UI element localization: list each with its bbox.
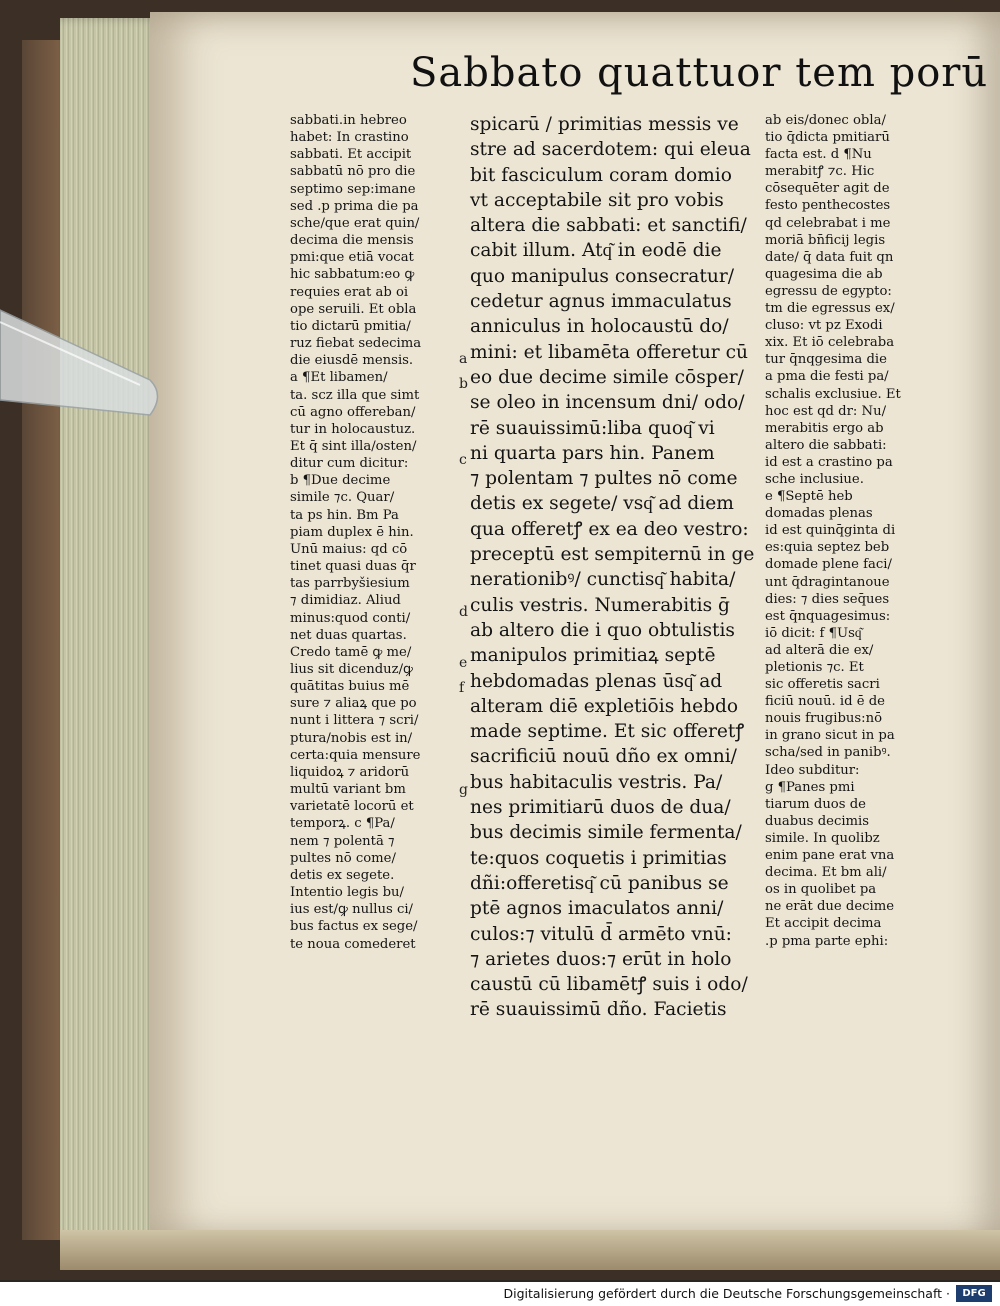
gloss-line: Et q̄ sint illa/osten/ — [290, 438, 417, 454]
gloss-line: cū agno offereban/ — [290, 404, 416, 420]
gloss-marker: b — [459, 376, 468, 392]
gloss-line: habet: In crastino — [290, 130, 409, 146]
gloss-line: a ¶Et libamen/ — [290, 370, 388, 386]
gloss-line: date/ q̄ data fuit qn — [765, 249, 894, 265]
gloss-line: decima. Et bm ali/ — [765, 865, 887, 881]
funding-credit: Digitalisierung gefördert durch die Deutsche Forschungsgemeinschaft · — [503, 1286, 950, 1301]
gloss-marker: a — [459, 351, 468, 367]
gloss-line: hoc est qd dr: Nu/ — [765, 403, 887, 419]
gloss-line: tm die egressus ex/ — [765, 301, 895, 317]
gloss-line: certa:quia mensure — [290, 747, 421, 763]
gloss-line: minus:quod conti/ — [290, 610, 411, 626]
text-line: bus decimis simile fermenta/ — [470, 822, 742, 844]
gloss-line: te noua comederet — [290, 936, 416, 952]
gloss-line: domadas plenas — [765, 506, 873, 522]
gloss-line: xix. Et iō celebraba — [765, 335, 895, 351]
gloss-line: septimo sep:imane — [290, 181, 416, 197]
gloss-line: ius est/ꝙ nullus ci/ — [290, 902, 414, 918]
text-line: dñi:offeretisq͂ cū panibus se — [470, 872, 729, 894]
text-line: stre ad sacerdotem: qui eleua — [470, 139, 751, 161]
text-line: manipulos primitiaꝝ septē — [470, 645, 716, 667]
text-line: cedetur agnus immaculatus — [470, 291, 732, 313]
running-header: Sabbato quattuor tem porū — [410, 50, 989, 96]
gloss-line: iō dicit: f ¶Usq͂ — [765, 625, 862, 641]
gloss-line: id est a crastino pa — [765, 454, 893, 470]
gloss-line: schalis exclusiue. Et — [765, 386, 901, 402]
gloss-line: ad alterā die ex/ — [765, 642, 874, 658]
gloss-line: pmi:que etiā vocat — [290, 250, 414, 266]
text-line: altera die sabbati: et sanctifi/ — [470, 215, 747, 237]
text-line: anniculus in holocaustū do/ — [470, 316, 729, 338]
gloss-line: ab eis/donec obla/ — [765, 113, 886, 128]
gloss-line: sic offeretis sacri — [765, 677, 880, 693]
gloss-line: sed .p prima die pa — [290, 198, 419, 214]
text-line: quo manipulus consecratur/ — [470, 265, 734, 287]
gloss-line: Unū maius: qd cō — [290, 541, 408, 557]
gloss-line: Intentio legis bu/ — [290, 885, 404, 901]
gloss-line: die eiusdē mensis. — [290, 353, 414, 369]
gloss-line: ta ps hin. Bm Pa — [290, 507, 399, 523]
gloss-line: merabitꝭ ⁊c. Hic — [765, 164, 875, 180]
gloss-line: facta est. d ¶Nu — [765, 147, 872, 163]
text-line: bus habitaculis vestris. Pa/ — [470, 771, 723, 793]
gloss-line: simile ⁊c. Quar/ — [290, 490, 395, 506]
gloss-line: varietatē locorū et — [290, 799, 414, 815]
text-line: ⁊ arietes duos:⁊ erūt in holo — [470, 948, 732, 970]
gloss-line: g ¶Panes pmi — [765, 779, 855, 795]
gloss-line: requies erat ab oi — [290, 284, 409, 300]
gloss-line: decima die mensis — [290, 233, 414, 249]
text-line: detis ex segete/ vsq͂ ad diem — [470, 493, 734, 515]
gloss-line: tio q̄dicta pmitiarū — [765, 130, 890, 146]
gloss-line: simile. In quolibz — [765, 830, 880, 846]
gloss-line: nunt i littera ⁊ scri/ — [290, 713, 419, 729]
text-line: nes primitiarū duos de dua/ — [470, 797, 731, 819]
gloss-line: tiarum duos de — [765, 796, 866, 812]
gloss-marker: g — [459, 782, 468, 798]
gloss-line: festo penthecostes — [765, 198, 891, 214]
gloss-line: pultes nō come/ — [290, 850, 396, 866]
text-line: caustū cū libamētꝭ suis i odo/ — [470, 974, 748, 996]
gloss-line: lius sit dicenduz/ꝙ — [290, 662, 413, 677]
gloss-line: est q̄nquagesimus: — [765, 608, 891, 624]
text-line: rē suauissimū:liba quoq͂ vi — [470, 417, 715, 439]
gloss-line: temporꝝ. c ¶Pa/ — [290, 816, 395, 832]
gloss-line: Et accipit decima — [765, 916, 882, 932]
gloss-line: ruz fiebat sedecima — [290, 336, 422, 352]
gloss-line: qd celebrabat i me — [765, 215, 891, 231]
gloss-line: tur in holocaustuz. — [290, 421, 416, 437]
text-line: culis vestris. Numerabitis ḡ — [470, 594, 730, 616]
text-line: alteram diē expletiōis hebdo — [470, 695, 739, 717]
gloss-line: sche/que erat quin/ — [290, 215, 420, 231]
text-line: vt acceptabile sit pro vobis — [470, 189, 724, 211]
text-line: eo due decime simile cōsper/ — [470, 366, 744, 388]
gloss-line: domade plene faci/ — [765, 557, 892, 573]
text-line: spicarū / primitias messis ve — [470, 114, 739, 135]
text-line: sacrificiū nouū dño ex omni/ — [470, 746, 737, 768]
gloss-line: id est quinq̄ginta di — [765, 523, 896, 539]
gloss-line: enim pane erat vna — [765, 848, 895, 864]
gloss-line: merabitis ergo ab — [765, 420, 884, 436]
gloss-line: Ideo subditur: — [765, 762, 860, 778]
gloss-line: ⁊ dimidiaz. Aliud — [290, 593, 401, 609]
gloss-line: hic sabbatum:eo ꝙ — [290, 267, 415, 283]
gloss-line: bus factus ex sege/ — [290, 919, 418, 935]
gloss-line: tinet quasi duas q̄r — [290, 559, 416, 575]
gloss-line: quātitas buius mē — [290, 679, 410, 695]
gloss-line: .p pma parte ephi: — [765, 933, 889, 949]
text-line: se oleo in incensum dni/ odo/ — [470, 392, 745, 414]
gloss-line: tas parrbyšiesium — [290, 576, 410, 592]
gloss-line: ditur cum dicitur: — [290, 456, 409, 472]
text-line: ab altero die i quo obtulistis — [470, 619, 735, 641]
gloss-line: os in quolibet pa — [765, 882, 877, 898]
gloss-marker: d — [459, 604, 468, 620]
gloss-line: unt q̄dragintanoue — [765, 574, 890, 590]
gloss-line: duabus decimis — [765, 813, 870, 829]
gloss-line: sabbati.in hebreo — [290, 113, 407, 128]
gloss-line: cōsequēter agit de — [765, 181, 890, 197]
gloss-line: b ¶Due decime — [290, 473, 391, 489]
gloss-line: multū variant bm — [290, 782, 406, 798]
dfg-logo: DFG — [956, 1285, 992, 1302]
gloss-marker: f — [459, 680, 465, 696]
gloss-column-right — [765, 112, 935, 950]
text-line: made septime. Et sic offeretꝭ — [470, 721, 745, 743]
gloss-marker: e — [459, 655, 468, 671]
text-line: ⁊ polentam ⁊ pultes nō come — [470, 468, 738, 490]
text-line: mini: et libamēta offeretur cū — [470, 341, 748, 363]
gloss-line: altero die sabbati: — [765, 437, 887, 453]
gloss-line: nouis frugibus:nō — [765, 711, 883, 727]
text-line: nerationibꝰ/ cunctisq͂ habita/ — [470, 569, 736, 591]
footer-bar — [0, 1282, 1000, 1306]
gloss-line: es:quia septez beb — [765, 540, 890, 556]
text-line: culos:⁊ vitulū d̄ armēto vnū: — [470, 923, 732, 945]
gloss-line: quagesima die ab — [765, 266, 883, 282]
gloss-line: net duas quartas. — [290, 627, 407, 643]
text-line: qua offeretꝭ ex ea deo vestro: — [470, 518, 749, 540]
page-bottom-edge — [60, 1230, 1000, 1270]
text-line: ptē agnos imaculatos anni/ — [470, 898, 724, 920]
text-line: preceptū est sempiternū in ge — [470, 544, 755, 566]
gloss-line: egressu de egypto: — [765, 283, 892, 299]
page-clip — [0, 300, 165, 430]
gloss-line: in grano sicut in pa — [765, 728, 895, 744]
gloss-line: dies: ⁊ dies seq̄ues — [765, 591, 890, 607]
gloss-line: tio dictarū pmitia/ — [290, 318, 411, 334]
gloss-line: ne erāt due decime — [765, 899, 895, 915]
gloss-line: tur q̄nqgesima die — [765, 352, 887, 368]
text-line: bit fasciculum coram domio — [470, 164, 732, 186]
gloss-line: sure ⁊ aliaꝝ que po — [290, 696, 417, 712]
gloss-line: ope seruili. Et obla — [290, 301, 417, 317]
text-line: ni quarta pars hin. Panem — [470, 442, 715, 464]
gloss-line: scha/sed in panibꝰ. — [765, 745, 891, 761]
gloss-line: Credo tamē ꝙ me/ — [290, 644, 412, 660]
gloss-column-left — [290, 112, 460, 953]
gloss-line: moriā bn̄ficij legis — [765, 232, 886, 248]
gloss-line: ta. scz illa que simt — [290, 387, 420, 403]
page-edges — [60, 18, 160, 1240]
gloss-line: nem ⁊ polentā ⁊ — [290, 833, 395, 849]
gloss-line: ptura/nobis est in/ — [290, 730, 413, 746]
text-line: cabit illum. Atq͂ in eodē die — [470, 240, 722, 262]
main-text-column — [470, 112, 765, 1023]
text-line: te:quos coquetis i primitias — [470, 847, 727, 869]
gloss-line: e ¶Septē heb — [765, 489, 853, 505]
text-line: rē suauissimū dño. Facietis — [470, 999, 727, 1021]
gloss-line: a pma die festi pa/ — [765, 369, 889, 385]
gloss-line: sche inclusiue. — [765, 471, 864, 487]
gloss-marker: c — [459, 452, 467, 468]
gloss-line: piam duplex ē hin. — [290, 524, 414, 540]
gloss-line: cluso: vt pz Exodi — [765, 318, 883, 334]
gloss-line: ficiū nouū. id ē de — [765, 694, 885, 710]
gloss-line: sabbati. Et accipit — [290, 147, 412, 163]
gloss-line: sabbatū nō pro die — [290, 164, 416, 180]
gloss-line: liquidoꝝ ⁊ aridorū — [290, 764, 410, 780]
gloss-line: detis ex segete. — [290, 867, 395, 883]
text-line: hebdomadas plenas ūsq͂ ad — [470, 670, 723, 692]
gloss-line: pletionis ⁊c. Et — [765, 660, 864, 675]
